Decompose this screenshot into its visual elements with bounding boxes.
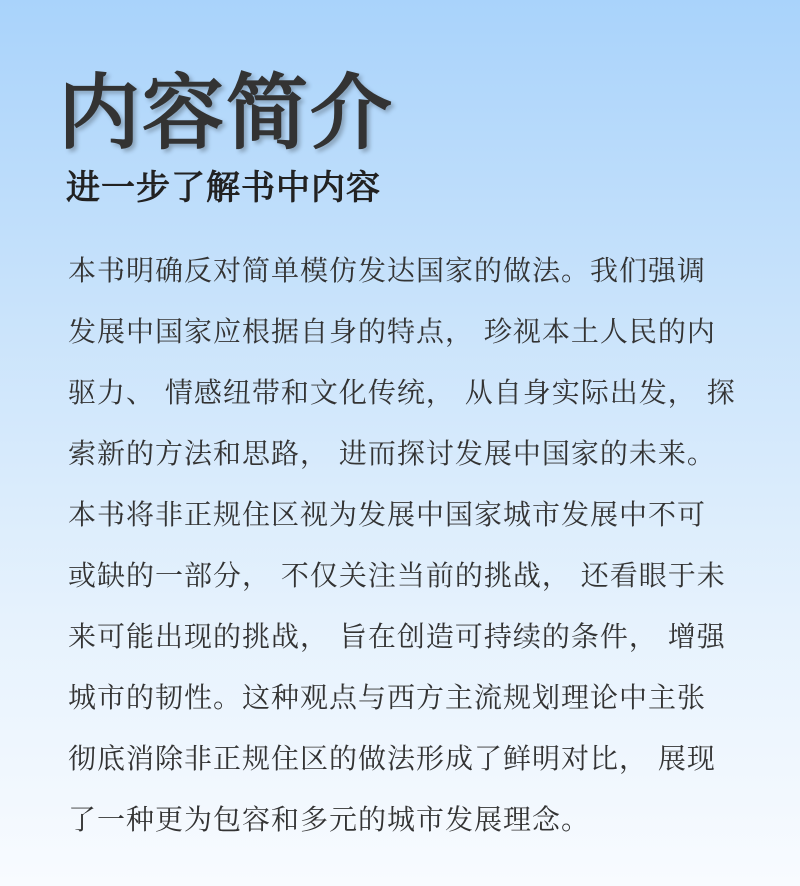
page-title: 内容简介 xyxy=(58,66,395,161)
body-line: 本书将非正规住区视为发展中国家城市发展中不可 xyxy=(68,498,707,531)
body-line: 发展中国家应根据自身的特点， 珍视本土人民的内 xyxy=(68,315,716,348)
body-line: 索新的方法和思路， 进而探讨发展中国家的未来。 xyxy=(68,437,716,470)
body-line: 了一种更为包容和多元的城市发展理念。 xyxy=(68,803,591,836)
body-line: 本书明确反对简单模仿发达国家的做法。我们强调 xyxy=(68,254,707,287)
body-line: 来可能出现的挑战， 旨在创造可持续的条件， 增强 xyxy=(68,620,726,653)
body-line: 彻底消除非正规住区的做法形成了鲜明对比， 展现 xyxy=(68,742,716,775)
body-line: 或缺的一部分， 不仅关注当前的挑战， 还看眼于未 xyxy=(68,559,726,592)
body-line: 驱力、 情感纽带和文化传统， 从自身实际出发， 探 xyxy=(68,376,736,409)
body-line: 城市的韧性。这种观点与西方主流规划理论中主张 xyxy=(68,681,707,714)
intro-body xyxy=(68,240,748,850)
page-subtitle: 进一步了解书中内容 xyxy=(66,168,381,208)
